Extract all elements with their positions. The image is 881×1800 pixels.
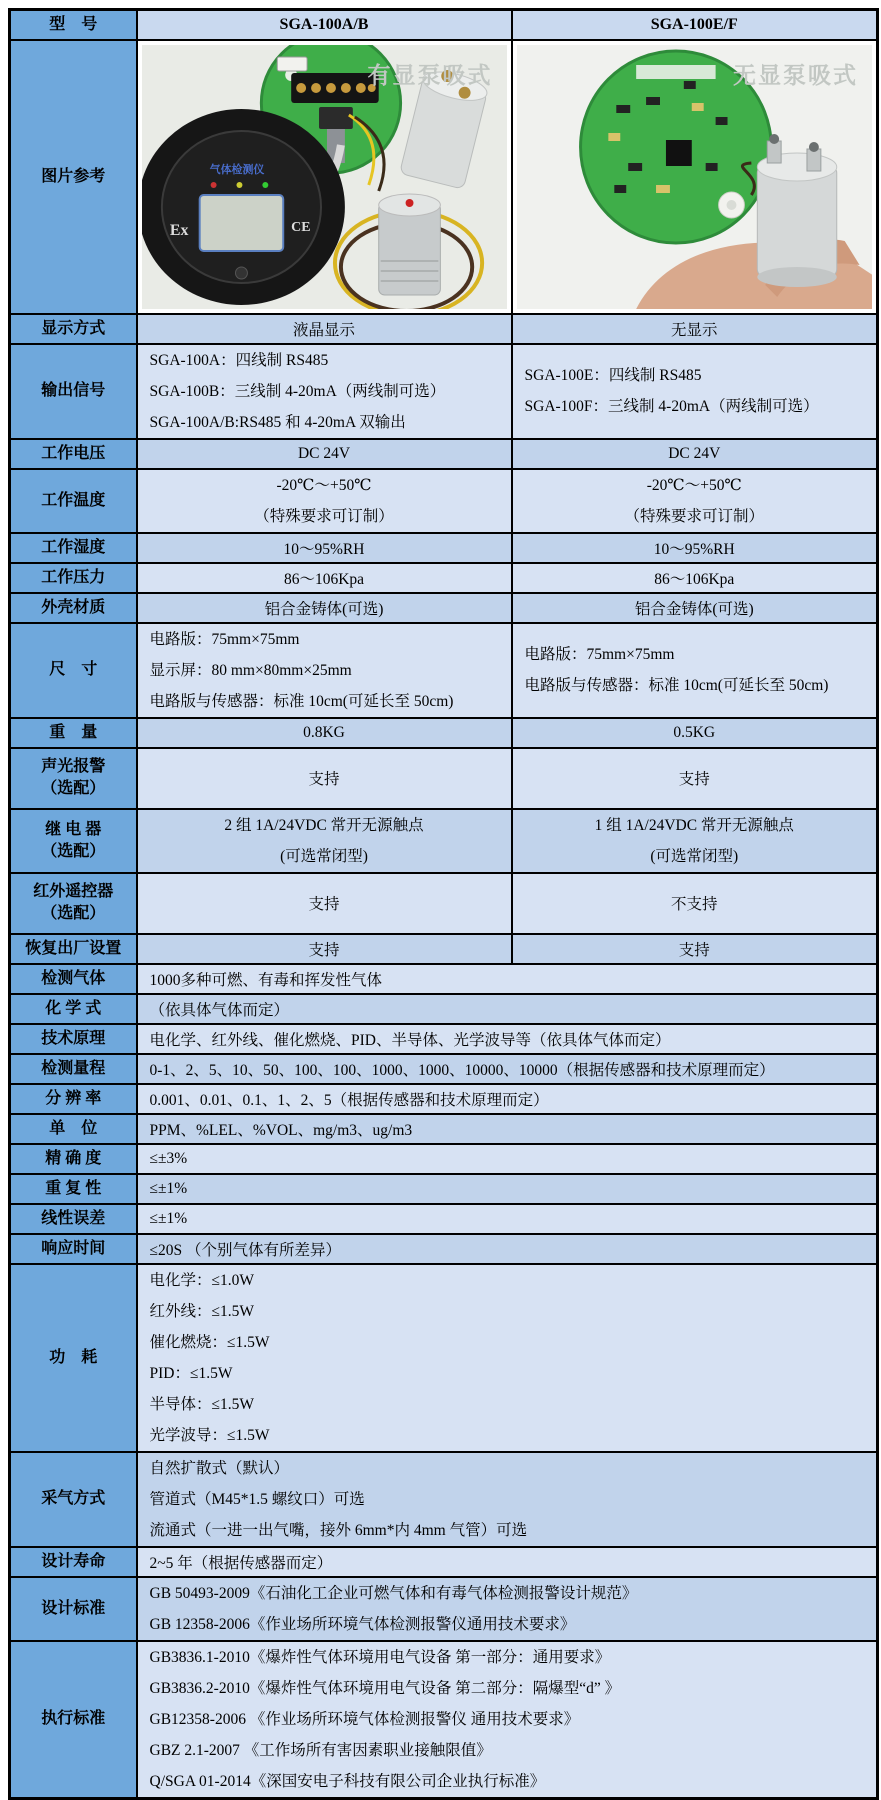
spec-row-label: 采气方式 — [10, 1452, 137, 1547]
spec-row — [10, 934, 878, 964]
spec-value-line: 电路版与传感器：标准 10cm(可延长至 50cm) — [524, 677, 829, 694]
spec-row-label: 分 辨 率 — [10, 1084, 137, 1114]
spec-value-right: 10～95%RH — [512, 533, 878, 563]
spec-value-line: (可选常闭型) — [280, 847, 368, 865]
spec-value-line: 半导体：≤1.5W — [149, 1395, 255, 1413]
detector-face-icon — [142, 109, 345, 305]
spec-value-right: 铝合金铸体(可选) — [512, 593, 878, 623]
spec-row — [10, 1641, 878, 1799]
spec-value-left: 支持 — [137, 748, 512, 809]
spec-row-label: 继 电 器 （选配） — [10, 809, 137, 873]
spec-row-label: 外壳材质 — [10, 593, 137, 623]
svg-text:气体检测仪: 气体检测仪 — [209, 163, 264, 176]
spec-row — [10, 964, 878, 994]
spec-value-span — [137, 1641, 878, 1799]
spec-value-line: 显示屏：80 mm×80mm×25mm — [149, 661, 352, 679]
spec-value-span: 2~5 年（根据传感器而定） — [137, 1547, 878, 1577]
spec-row — [10, 469, 878, 533]
spec-row-label: 红外遥控器 （选配） — [10, 873, 137, 934]
spec-row — [10, 748, 878, 809]
spec-row-label: 重 量 — [10, 718, 137, 748]
spec-value-span: （依具体气体而定） — [137, 994, 878, 1024]
spec-value-span: 0-1、2、5、10、50、100、100、1000、1000、10000、10000（根据传感器和技术原理而定） — [137, 1054, 878, 1084]
spec-value-span: ≤±3% — [137, 1144, 878, 1174]
spec-value-right — [512, 469, 878, 533]
spec-value-right: 支持 — [512, 748, 878, 809]
spec-value-span: ≤±1% — [137, 1174, 878, 1204]
spec-value-left: 铝合金铸体(可选) — [137, 593, 512, 623]
spec-row — [10, 1174, 878, 1204]
spec-row-label: 工作电压 — [10, 439, 137, 469]
spec-value-line: 1 组 1A/24VDC 常开无源触点 — [594, 816, 794, 834]
svg-text:Ex: Ex — [169, 221, 188, 239]
spec-row-label: 尺 寸 — [10, 623, 137, 718]
spec-row — [10, 1577, 878, 1641]
spec-value-line: GB3836.2-2010《爆炸性气体环境用电气设备 第二部分：隔爆型“d” 》 — [149, 1679, 621, 1697]
spec-value-line: 光学波导：≤1.5W — [149, 1426, 270, 1444]
spec-value-right: 支持 — [512, 934, 878, 964]
spec-row — [10, 994, 878, 1024]
spec-row-label: 检测气体 — [10, 964, 137, 994]
spec-sheet — [8, 8, 876, 1800]
spec-value-right: 0.5KG — [512, 718, 878, 748]
spec-row-label: 响应时间 — [10, 1234, 137, 1264]
spec-row — [10, 1264, 878, 1452]
spec-row — [10, 1452, 878, 1547]
spec-value-right: DC 24V — [512, 439, 878, 469]
spec-row — [10, 1054, 878, 1084]
spec-value-line: 电化学：≤1.0W — [149, 1271, 255, 1289]
spec-row-label: 显示方式 — [10, 314, 137, 344]
spec-value-span: 0.001、0.01、0.1、1、2、5（根据传感器和技术原理而定） — [137, 1084, 878, 1114]
spec-value-line: SGA-100A/B:RS485 和 4-20mA 双输出 — [149, 413, 406, 431]
spec-row — [10, 718, 878, 748]
spec-value-right: 不支持 — [512, 873, 878, 934]
product-photo-a — [137, 40, 512, 314]
spec-value-line: -20℃～+50℃ — [276, 476, 372, 494]
spec-row — [10, 1144, 878, 1174]
spec-value-left: 10～95%RH — [137, 533, 512, 563]
spec-value-left: 支持 — [137, 873, 512, 934]
watermark-left: 有显泵吸式 — [367, 62, 493, 88]
spec-value-line: 管道式（M45*1.5 螺纹口）可选 — [149, 1490, 365, 1508]
spec-value-left: 支持 — [137, 934, 512, 964]
spec-row-label: 技术原理 — [10, 1024, 137, 1054]
model-e-header: SGA-100E/F — [512, 10, 878, 40]
spec-value-left — [137, 623, 512, 718]
spec-value-left: DC 24V — [137, 439, 512, 469]
spec-row — [10, 439, 878, 469]
spec-row — [10, 1234, 878, 1264]
spec-value-line: 红外线：≤1.5W — [149, 1302, 255, 1320]
spec-value-line: 流通式（一进一出气嘴，接外 6mm*内 4mm 气管）可选 — [149, 1521, 528, 1539]
spec-value-line: 自然扩散式（默认） — [149, 1459, 290, 1477]
spec-row-label: 单 位 — [10, 1114, 137, 1144]
spec-table — [8, 8, 879, 1800]
spec-row-label: 设计寿命 — [10, 1547, 137, 1577]
spec-value-line: GB12358-2006 《作业场所环境气体检测报警仪 通用技术要求》 — [149, 1710, 580, 1728]
spec-value-line: Q/SGA 01-2014《深国安电子科技有限公司企业执行标准》 — [149, 1772, 546, 1790]
model-a-header: SGA-100A/B — [137, 10, 512, 40]
spec-value-line: (可选常闭型) — [650, 847, 739, 865]
spec-row — [10, 344, 878, 439]
spec-value-line: 电路版与传感器：标准 10cm(可延长至 50cm) — [149, 692, 454, 710]
spec-row-label: 功 耗 — [10, 1264, 137, 1452]
spec-row-label: 工作温度 — [10, 469, 137, 533]
image-row-label: 图片参考 — [10, 40, 137, 314]
spec-value-left — [137, 344, 512, 439]
spec-row — [10, 533, 878, 563]
spec-row-label: 化 学 式 — [10, 994, 137, 1024]
spec-value-line: GBZ 2.1-2007 《工作场所有害因素职业接触限值》 — [149, 1741, 492, 1759]
spec-value-right — [512, 623, 878, 718]
spec-row — [10, 1084, 878, 1114]
spec-value-span — [137, 1577, 878, 1641]
svg-text:CE: CE — [290, 219, 311, 235]
spec-value-right: 无显示 — [512, 314, 878, 344]
spec-value-left: 86～106Kpa — [137, 563, 512, 593]
model-row-label: 型 号 — [10, 10, 137, 40]
spec-row-label: 执行标准 — [10, 1641, 137, 1799]
spec-value-left — [137, 469, 512, 533]
spec-row-label: 恢复出厂设置 — [10, 934, 137, 964]
spec-value-line: PID：≤1.5W — [149, 1364, 233, 1382]
header-row — [10, 10, 878, 40]
spec-value-span: 电化学、红外线、催化燃烧、PID、半导体、光学波导等（依具体气体而定） — [137, 1024, 878, 1054]
product-photo-e — [512, 40, 878, 314]
spec-row-label: 工作湿度 — [10, 533, 137, 563]
spec-value-line: 电路版：75mm×75mm — [149, 630, 300, 648]
spec-value-right — [512, 809, 878, 873]
spec-row — [10, 623, 878, 718]
spec-value-line: SGA-100B：三线制 4-20mA（两线制可选） — [149, 382, 446, 400]
spec-row — [10, 593, 878, 623]
spec-row — [10, 1547, 878, 1577]
spec-value-right: 86～106Kpa — [512, 563, 878, 593]
spec-value-line: 电路版：75mm×75mm — [524, 646, 675, 663]
spec-value-line: SGA-100F：三线制 4-20mA（两线制可选） — [524, 398, 819, 415]
spec-row — [10, 1204, 878, 1234]
spec-row-label: 精 确 度 — [10, 1144, 137, 1174]
spec-value-line: （特殊要求可订制） — [254, 507, 394, 525]
image-row — [10, 40, 878, 314]
spec-value-left: 0.8KG — [137, 718, 512, 748]
spec-row-label: 声光报警 （选配） — [10, 748, 137, 809]
spec-value-span: PPM、%LEL、%VOL、mg/m3、ug/m3 — [137, 1114, 878, 1144]
spec-row — [10, 873, 878, 934]
spec-row — [10, 314, 878, 344]
spec-value-span — [137, 1264, 878, 1452]
spec-row — [10, 1024, 878, 1054]
spec-row — [10, 1114, 878, 1144]
spec-value-span: 1000多种可燃、有毒和挥发性气体 — [137, 964, 878, 994]
spec-value-span: ≤±1% — [137, 1204, 878, 1234]
spec-value-left — [137, 809, 512, 873]
spec-table-body — [10, 10, 878, 1799]
spec-value-right — [512, 344, 878, 439]
spec-row-label: 工作压力 — [10, 563, 137, 593]
spec-row-label: 线性误差 — [10, 1204, 137, 1234]
spec-row — [10, 809, 878, 873]
spec-row-label: 重 复 性 — [10, 1174, 137, 1204]
spec-value-line: SGA-100A：四线制 RS485 — [149, 351, 329, 369]
spec-value-left: 液晶显示 — [137, 314, 512, 344]
spec-value-line: 2 组 1A/24VDC 常开无源触点 — [224, 816, 424, 834]
spec-row-label: 检测量程 — [10, 1054, 137, 1084]
spec-value-line: （特殊要求可订制） — [624, 507, 764, 525]
watermark-right: 无显泵吸式 — [733, 62, 858, 88]
spec-value-span — [137, 1452, 878, 1547]
spec-value-line: GB3836.1-2010《爆炸性气体环境用电气设备 第一部分：通用要求》 — [149, 1648, 611, 1666]
spec-value-span: ≤20S （个别气体有所差异） — [137, 1234, 878, 1264]
spec-value-line: SGA-100E：四线制 RS485 — [524, 367, 702, 384]
spec-value-line: GB 12358-2006《作业场所环境气体检测报警仪通用技术要求》 — [149, 1615, 576, 1633]
spec-row-label: 设计标准 — [10, 1577, 137, 1641]
spec-value-line: GB 50493-2009《石油化工企业可燃气体和有毒气体检测报警设计规范》 — [149, 1584, 638, 1602]
spec-value-line: -20℃～+50℃ — [646, 476, 742, 494]
spec-value-line: 催化燃烧：≤1.5W — [149, 1333, 270, 1351]
spec-row — [10, 563, 878, 593]
spec-row-label: 输出信号 — [10, 344, 137, 439]
